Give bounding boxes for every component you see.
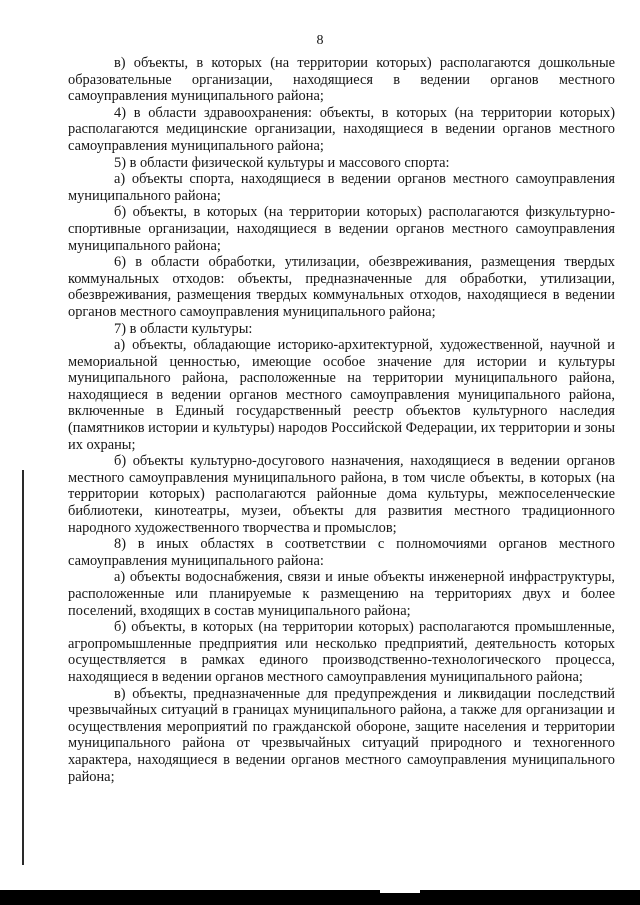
scan-left-edge-line — [22, 470, 24, 865]
paragraph-5-sport-heading: 5) в области физической культуры и массового спорта: — [114, 154, 450, 171]
paragraph-6-waste: 6) в области обработки, утилизации, обезвреживания, размещения твердых коммунальных отходов: объекты, предназначенные для обработки, утилизации, обезвреживания, размещения твердых коммунальных отходов, находящиеся в ведении органов местного самоуправления муниципального района; — [68, 254, 615, 320]
scan-bottom-edge-gap — [380, 890, 420, 893]
paragraph-7a-heritage: а) объекты, обладающие историко-архитектурной, художественной, научной и мемориальной ценностью, имеющие особое значение для истории и культуры муниципального района, расположенные на территории муниципального района, находящиеся в ведении органов местного самоуправления муниципального района, включенные в Единый государственный реестр объектов культурного наследия (памятников истории и культуры) народов Российской Федерации, их территории и зоны их охраны; — [68, 337, 615, 453]
paragraph-4-healthcare: 4) в области здравоохранения: объекты, в которых (на территории которых) располагаются медицинские организации, находящиеся в ведении органов местного самоуправления муниципального района; — [68, 104, 615, 154]
document-body — [68, 55, 615, 785]
paragraph-8v-emergency: в) объекты, предназначенные для предупреждения и ликвидации последствий чрезвычайных ситуаций в границах муниципального района, а также для организации и осуществления мероприятий по гражданской обороне, защите населения и территории муниципального района от чрезвычайных ситуаций природного и техногенного характера, находящиеся в ведении органов местного самоуправления муниципального района; — [68, 685, 615, 785]
paragraph-8a-infrastructure: а) объекты водоснабжения, связи и иные объекты инженерной инфраструктуры, расположенные или планируемые к размещению на территориях двух и более поселений, входящих в состав муниципального района; — [68, 569, 615, 619]
paragraph-8b-industry: б) объекты, в которых (на территории которых) располагаются промышленные, агропромышленные предприятия или несколько предприятий, деятельность которых осуществляется в рамках единого производственно-технологического процесса, находящиеся в ведении органов местного самоуправления муниципального района; — [68, 619, 615, 685]
paragraph-5b-sport-organizations: б) объекты, в которых (на территории которых) располагаются физкультурно-спортивные организации, находящиеся в ведении органов местного самоуправления муниципального района; — [68, 204, 615, 254]
paragraph-3v-preschool: в) объекты, в которых (на территории которых) располагаются дошкольные образовательные организации, находящиеся в ведении органов местного самоуправления муниципального района; — [68, 55, 615, 105]
scan-bottom-edge-band — [0, 890, 640, 905]
paragraph-7-culture-heading: 7) в области культуры: — [114, 320, 253, 337]
paragraph-8-other-heading: 8) в иных областях в соответствии с полномочиями органов местного самоуправления муниципального района: — [68, 536, 615, 569]
paragraph-7b-leisure: б) объекты культурно-досугового назначения, находящиеся в ведении органов местного самоуправления муниципального района, в том числе объекты, в которых (на территории которых) располагаются районные дома культуры, межпоселенческие библиотеки, кинотеатры, музеи, объекты для развития местного традиционного народного художественного творчества и промыслов; — [68, 453, 615, 536]
paragraph-5a-sport-objects: а) объекты спорта, находящиеся в ведении органов местного самоуправления муниципального района; — [68, 171, 615, 204]
page-number: 8 — [316, 33, 324, 48]
